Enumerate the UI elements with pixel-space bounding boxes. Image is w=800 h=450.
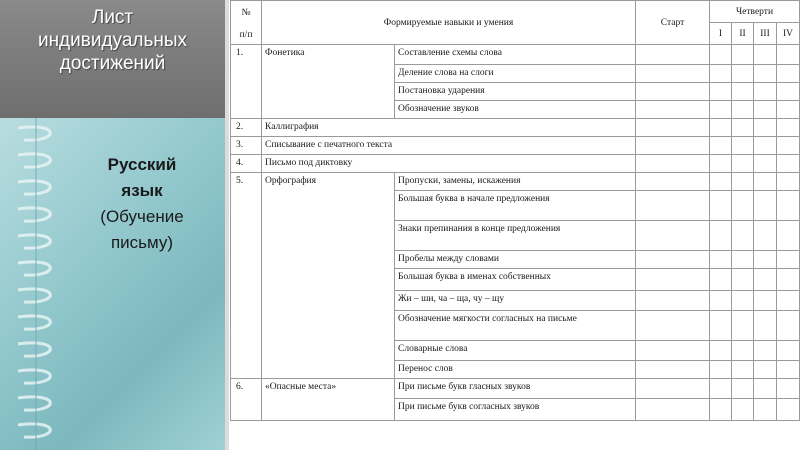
quarter-cell	[777, 119, 800, 137]
category-name: «Опасные места»	[262, 379, 395, 421]
quarter-cell	[710, 83, 732, 101]
skill-name: Словарные слова	[395, 341, 636, 361]
skill-name: Жи – ши, ча – ща, чу – щу	[395, 291, 636, 311]
spiral-ring	[18, 181, 50, 194]
title-line: достижений	[59, 53, 166, 74]
subject-subtitle: письму)	[110, 233, 174, 252]
row-number: 5.	[231, 173, 262, 379]
start-cell	[636, 221, 710, 251]
quarter-cell	[777, 137, 800, 155]
start-cell	[636, 311, 710, 341]
quarter-cell	[710, 101, 732, 119]
category-name: Списывание с печатного текста	[262, 137, 636, 155]
quarter-cell	[754, 251, 777, 269]
start-cell	[636, 291, 710, 311]
header-q3: III	[754, 23, 777, 45]
table-row	[231, 379, 800, 399]
quarter-cell	[777, 361, 800, 379]
quarter-cell	[754, 311, 777, 341]
header-q2: II	[732, 23, 754, 45]
row-number: 2.	[231, 119, 262, 137]
table-row	[231, 45, 800, 65]
start-cell	[636, 65, 710, 83]
start-cell	[636, 399, 710, 421]
page-title	[0, 6, 225, 75]
start-cell	[636, 361, 710, 379]
quarter-cell	[754, 101, 777, 119]
skill-name: Обозначение звуков	[395, 101, 636, 119]
quarter-cell	[732, 221, 754, 251]
quarter-cell	[732, 137, 754, 155]
skill-name: Пропуски, замены, искажения	[395, 173, 636, 191]
spiral-ring	[18, 397, 50, 410]
quarter-cell	[754, 155, 777, 173]
quarter-cell	[710, 45, 732, 65]
skill-name: Большая буква в именах собственных	[395, 269, 636, 291]
table-row	[231, 173, 800, 191]
quarter-cell	[732, 379, 754, 399]
header-q1: I	[710, 23, 732, 45]
table-row	[231, 119, 800, 137]
quarter-cell	[710, 399, 732, 421]
skill-name: При письме букв согласных звуков	[395, 399, 636, 421]
quarter-cell	[777, 83, 800, 101]
quarter-cell	[777, 341, 800, 361]
spiral-ring	[18, 316, 50, 329]
quarter-cell	[710, 311, 732, 341]
skill-name: Деление слова на слоги	[395, 65, 636, 83]
quarter-cell	[732, 65, 754, 83]
skill-name: Перенос слов	[395, 361, 636, 379]
spiral-ring	[18, 343, 50, 356]
quarter-cell	[710, 291, 732, 311]
quarter-cell	[754, 83, 777, 101]
quarter-cell	[777, 291, 800, 311]
quarter-cell	[754, 45, 777, 65]
subject-name: Русский	[107, 155, 177, 174]
row-number: 4.	[231, 155, 262, 173]
quarter-cell	[710, 191, 732, 221]
quarter-cell	[754, 399, 777, 421]
quarter-cell	[710, 221, 732, 251]
quarter-cell	[754, 137, 777, 155]
start-cell	[636, 251, 710, 269]
skill-name: Составление схемы слова	[395, 45, 636, 65]
quarter-cell	[777, 251, 800, 269]
header-skills: Формируемые навыки и умения	[262, 1, 636, 45]
quarter-cell	[710, 361, 732, 379]
quarter-cell	[777, 399, 800, 421]
quarter-cell	[754, 191, 777, 221]
quarter-cell	[732, 45, 754, 65]
quarter-cell	[777, 311, 800, 341]
start-cell	[636, 341, 710, 361]
quarter-cell	[732, 361, 754, 379]
quarter-cell	[754, 361, 777, 379]
start-cell	[636, 191, 710, 221]
quarter-cell	[777, 101, 800, 119]
spiral-ring	[18, 370, 50, 383]
quarter-cell	[732, 341, 754, 361]
quarter-cell	[710, 251, 732, 269]
quarter-cell	[710, 341, 732, 361]
category-name: Письмо под диктовку	[262, 155, 636, 173]
header-start: Старт	[636, 1, 710, 45]
table-row	[231, 155, 800, 173]
header-quarters: Четверти	[710, 1, 800, 23]
quarter-cell	[732, 119, 754, 137]
spiral-ring	[18, 154, 50, 167]
quarter-cell	[777, 379, 800, 399]
achievements-table	[230, 0, 800, 421]
category-name: Орфография	[262, 173, 395, 379]
header-number-sign: №	[241, 7, 251, 18]
subject-subtitle: (Обучение	[100, 207, 184, 226]
header-number-pp: п/п	[239, 29, 253, 40]
start-cell	[636, 269, 710, 291]
quarter-cell	[732, 173, 754, 191]
start-cell	[636, 83, 710, 101]
quarter-cell	[732, 191, 754, 221]
quarter-cell	[710, 137, 732, 155]
subject-name: язык	[121, 181, 163, 200]
row-number: 6.	[231, 379, 262, 421]
spiral-ring	[18, 424, 50, 437]
quarter-cell	[732, 291, 754, 311]
subject-label	[62, 152, 222, 256]
quarter-cell	[754, 65, 777, 83]
quarter-cell	[732, 399, 754, 421]
quarter-cell	[777, 191, 800, 221]
quarter-cell	[777, 221, 800, 251]
left-panel	[0, 0, 225, 450]
spiral-ring	[18, 289, 50, 302]
skill-name: Большая буква в начале предложения	[395, 191, 636, 221]
header-q4: IV	[777, 23, 800, 45]
spiral-binding-icon	[0, 118, 60, 450]
category-name: Каллиграфия	[262, 119, 636, 137]
spiral-ring	[18, 127, 50, 140]
row-number: 3.	[231, 137, 262, 155]
quarter-cell	[732, 155, 754, 173]
skill-name: Пробелы между словами	[395, 251, 636, 269]
quarter-cell	[754, 119, 777, 137]
quarter-cell	[710, 269, 732, 291]
quarter-cell	[754, 291, 777, 311]
spiral-ring	[18, 262, 50, 275]
quarter-cell	[754, 221, 777, 251]
spiral-ring	[18, 235, 50, 248]
quarter-cell	[777, 173, 800, 191]
quarter-cell	[777, 45, 800, 65]
spiral-ring	[18, 208, 50, 221]
quarter-cell	[754, 341, 777, 361]
divider	[225, 0, 229, 450]
title-line: Лист	[91, 7, 134, 28]
quarter-cell	[754, 173, 777, 191]
quarter-cell	[710, 119, 732, 137]
start-cell	[636, 379, 710, 399]
skill-name: Знаки препинания в конце предложения	[395, 221, 636, 251]
start-cell	[636, 101, 710, 119]
quarter-cell	[754, 379, 777, 399]
table-row	[231, 137, 800, 155]
start-cell	[636, 45, 710, 65]
title-line: индивидуальных	[37, 30, 188, 51]
quarter-cell	[777, 155, 800, 173]
row-number: 1.	[231, 45, 262, 119]
category-name: Фонетика	[262, 45, 395, 119]
start-cell	[636, 155, 710, 173]
skill-name: Обозначение мягкости согласных на письме	[395, 311, 636, 341]
quarter-cell	[732, 83, 754, 101]
start-cell	[636, 173, 710, 191]
skill-name: При письме букв гласных звуков	[395, 379, 636, 399]
skill-name: Постановка ударения	[395, 83, 636, 101]
quarter-cell	[732, 251, 754, 269]
quarter-cell	[710, 173, 732, 191]
quarter-cell	[777, 269, 800, 291]
quarter-cell	[732, 269, 754, 291]
start-cell	[636, 137, 710, 155]
quarter-cell	[710, 155, 732, 173]
start-cell	[636, 119, 710, 137]
quarter-cell	[754, 269, 777, 291]
quarter-cell	[710, 65, 732, 83]
quarter-cell	[710, 379, 732, 399]
quarter-cell	[732, 311, 754, 341]
quarter-cell	[777, 65, 800, 83]
header-number	[231, 1, 262, 45]
quarter-cell	[732, 101, 754, 119]
